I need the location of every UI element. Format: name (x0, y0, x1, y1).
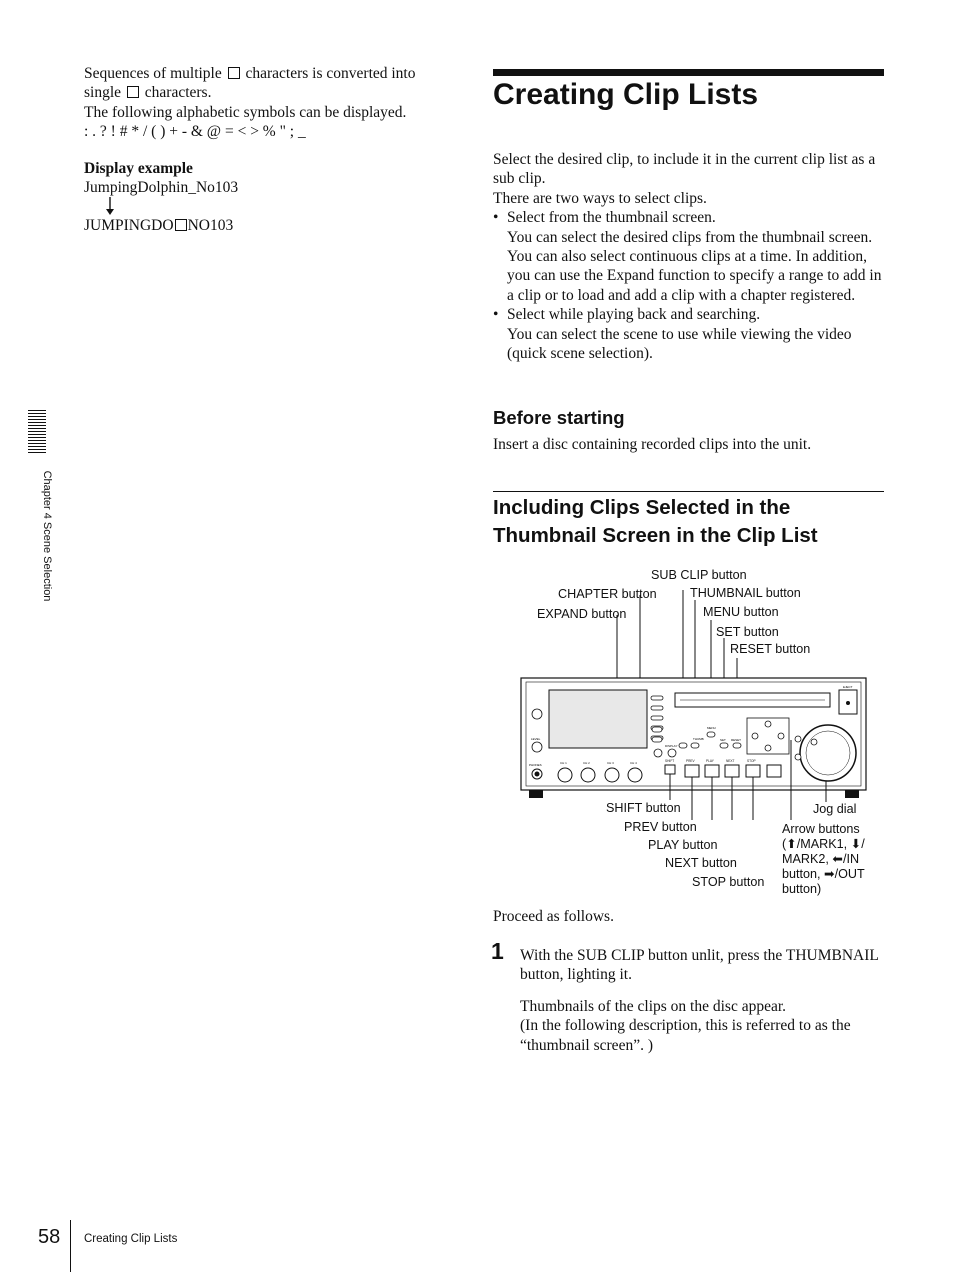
proceed-text: Proceed as follows. (493, 908, 614, 925)
chapter-button[interactable] (652, 727, 662, 732)
step-detail: Thumbnails of the clips on the disc appear. (520, 998, 787, 1015)
symbols-intro: The following alphabetic symbols can be displayed. (84, 103, 407, 121)
callout-play: PLAY button (648, 838, 718, 852)
callout-prev: PREV button (624, 820, 697, 834)
box-symbol (175, 219, 187, 231)
small-knob[interactable] (795, 754, 801, 760)
device-diagram (515, 590, 875, 820)
down-arrow-icon (84, 197, 454, 216)
footer-rule (70, 1220, 71, 1272)
bullet-head: • Select while playing back and searching. (507, 306, 761, 324)
intro (493, 150, 888, 363)
menu-label: MENU (707, 726, 716, 730)
step-detail: (In the following description, this is referred to as the “thumbnail screen”. ) (520, 1017, 851, 1054)
shift-label: SHIFT (665, 759, 675, 763)
display-example-title: Display example (84, 159, 193, 177)
callout-set: SET button (716, 625, 779, 639)
play-label: PLAY (706, 759, 714, 763)
arrow-left-button[interactable] (752, 733, 758, 739)
bullet-head: • Select from the thumbnail screen. (507, 209, 716, 227)
callout-reset: RESET button (730, 642, 811, 656)
arrow-right-button[interactable] (778, 733, 784, 739)
thumb-label: THUMB (693, 737, 704, 741)
callout-arrows: Arrow buttons (⬆/MARK1, ⬇/ MARK2, ⬅/IN button, ➡/OUT button) (782, 822, 865, 896)
power-button[interactable] (532, 709, 542, 719)
callout-next: NEXT button (665, 856, 737, 870)
display-button[interactable] (654, 749, 662, 757)
footer-title: Creating Clip Lists (84, 1233, 178, 1245)
before-starting-heading: Before starting (493, 407, 625, 428)
before-starting-text: Insert a disc containing recorded clips into the unit. (493, 436, 812, 453)
ch4-label: CH 4 (630, 761, 637, 765)
example-output: JUMPINGDO NO103 (84, 217, 234, 235)
step-details (520, 997, 890, 1055)
play-button[interactable] (705, 765, 719, 777)
callout-shift: SHIFT button (606, 801, 681, 815)
f-button[interactable] (767, 765, 781, 777)
expand-button[interactable] (652, 737, 662, 742)
callout-stop: STOP button (692, 875, 765, 889)
intro-ways: There are two ways to select clips. (493, 189, 707, 207)
ch4-knob[interactable] (628, 768, 642, 782)
arrow-down-button[interactable] (765, 745, 771, 751)
chapter-side-label: Chapter 4 Scene Selection (41, 470, 53, 602)
down-arrow-icon: ⬇ (850, 837, 862, 851)
level-label: LEVEL (531, 737, 541, 741)
page-number: 58 (38, 1226, 61, 1248)
title-rule (493, 69, 884, 76)
level-knob[interactable] (532, 742, 542, 752)
example-input: JumpingDolphin_No103 (84, 179, 239, 197)
set-label: SET (720, 738, 726, 742)
thumb-knob[interactable] (668, 749, 676, 757)
bullet-item (493, 208, 888, 305)
prev-label: PREV (686, 759, 695, 763)
eject-label: EJECT (843, 685, 853, 689)
callout-jog: Jog dial (813, 802, 857, 816)
callout-thumbnail: THUMBNAIL button (690, 586, 801, 600)
small-knob[interactable] (795, 736, 801, 742)
box-symbol (228, 67, 240, 79)
intro-paragraph: Select the desired clip, to include it in the current clip list as a sub clip. (493, 151, 876, 188)
callout-expand: EXPAND button (537, 607, 627, 621)
right-arrow-icon: ➡ (824, 867, 835, 881)
reset-button[interactable] (733, 743, 741, 748)
ch3-label: CH 3 (607, 761, 614, 765)
callout-menu: MENU button (703, 605, 779, 619)
page-title: Creating Clip Lists (493, 78, 759, 111)
phones-label: PHONES (529, 763, 542, 767)
single-box-note: single characters. (84, 84, 212, 102)
shift-button[interactable] (665, 765, 675, 774)
sub-clip-button[interactable] (679, 743, 687, 748)
display-label: DISPLAY (665, 744, 678, 748)
menu-button[interactable] (707, 732, 715, 737)
symbols-list: : . ? ! # * / ( ) + - & @ = < > % " ; _ (84, 123, 306, 141)
ch1-knob[interactable] (558, 768, 572, 782)
section-heading: Including Clips Selected in the Thumbnail Screen in the Clip List (493, 496, 818, 547)
left-arrow-icon: ⬅ (832, 852, 843, 866)
callout-sub-clip: SUB CLIP button (651, 568, 747, 582)
lcd-screen (549, 690, 647, 748)
up-arrow-icon: ⬆ (786, 837, 797, 851)
box-symbol (127, 86, 139, 98)
multiple-box-note: Sequences of multiple characters is converted into (84, 65, 416, 82)
prev-button[interactable] (685, 765, 699, 777)
stop-label: STOP (747, 759, 756, 763)
arrow-up-button[interactable] (765, 721, 771, 727)
set-button[interactable] (720, 743, 728, 748)
section-rule (493, 491, 884, 492)
reset-label: RESET (731, 738, 742, 742)
chapter-tab (28, 410, 46, 454)
step-number: 1 (491, 938, 504, 964)
jog-dial[interactable] (800, 725, 856, 781)
ch2-knob[interactable] (581, 768, 595, 782)
thumbnail-button[interactable] (691, 743, 699, 748)
ch2-label: CH 2 (583, 761, 590, 765)
ch3-knob[interactable] (605, 768, 619, 782)
left-column (84, 64, 454, 236)
step-text: With the SUB CLIP button unlit, press the THUMBNAIL button, lighting it. (520, 947, 879, 984)
next-label: NEXT (726, 759, 735, 763)
next-button[interactable] (725, 765, 739, 777)
stop-button[interactable] (746, 765, 760, 777)
callout-chapter: CHAPTER button (558, 587, 657, 601)
bullet-body: You can select the desired clips from the thumbnail screen. You can also select continuous clips at a time. In addition, you can use the Expand function to specify a range to add in a clip or to load and add a clip with a chapter registered. (507, 228, 882, 304)
ch1-label: CH 1 (560, 761, 567, 765)
bullet-item (493, 305, 888, 363)
bullet-body: You can select the scene to use while viewing the video (quick scene selection). (507, 325, 852, 363)
